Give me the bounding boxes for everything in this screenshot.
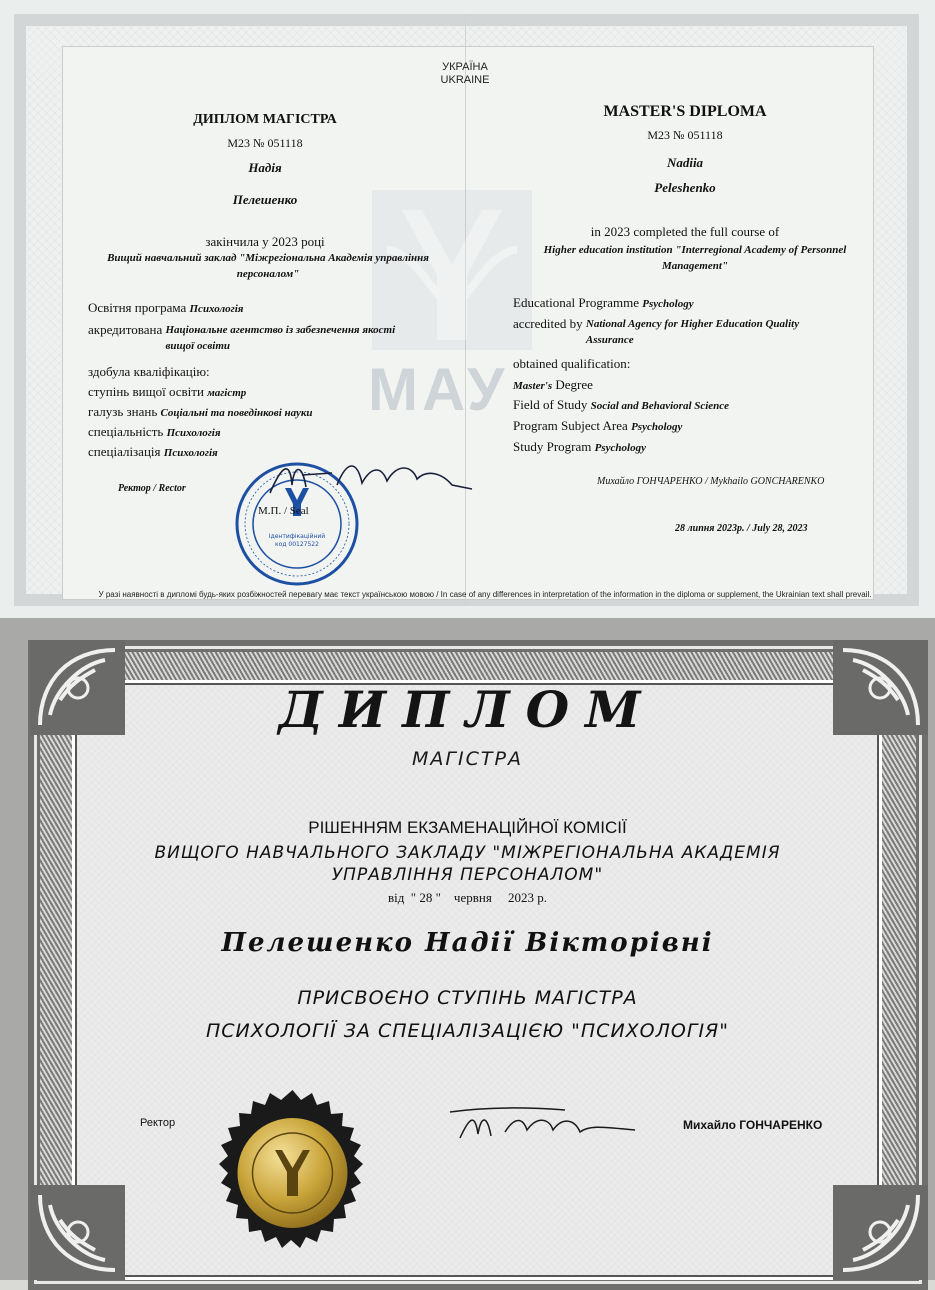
right-accredited: accredited by National Agency for Higher Education Quality Assurance — [513, 316, 800, 346]
left-degree: ступінь вищої освіти магістр — [88, 384, 247, 399]
left-qualification-label: здобула кваліфікацію: — [88, 364, 210, 379]
bilingual-diploma — [0, 0, 935, 620]
diploma-title: ДИПЛОМ — [278, 680, 657, 739]
right-study: Study Program Psychology — [513, 439, 646, 454]
rector-signature-top-icon — [262, 455, 477, 500]
country-en: UKRAINE — [440, 74, 490, 86]
left-accredited: акредитована Національне агентство із забезпечення якості вищої освіти — [88, 322, 396, 352]
seal-id-line-1: Ідентифікаційний — [268, 533, 326, 540]
left-specialty: спеціальність Психологія — [88, 424, 221, 439]
left-field: галузь знань Соціальні та поведінкові науки — [88, 404, 313, 419]
seal-mp-label: М.П. / Seal — [258, 505, 309, 517]
left-first-name: Надія — [248, 160, 282, 175]
right-completed: in 2023 completed the full course of — [590, 224, 780, 239]
award-line-1: ПРИСВОЄНО СТУПІНЬ МАГІСТРА — [297, 987, 638, 1009]
left-completed: закінчила у 2023 році — [205, 234, 325, 249]
right-last-name: Peleshenko — [654, 180, 716, 195]
diploma-center-panel — [72, 680, 882, 1280]
right-subject: Program Subject Area Psychology — [513, 418, 683, 433]
institution-line-1: ВИЩОГО НАВЧАЛЬНОГО ЗАКЛАДУ "МІЖРЕГІОНАЛЬНА АКАДЕМІЯ — [154, 843, 781, 863]
right-first-name: Nadiia — [666, 155, 704, 170]
recipient-name: Пелешенко Надії Вікторівні — [221, 928, 714, 958]
corner-ornament-icon — [30, 1185, 125, 1280]
right-qualification-label: obtained qualification: — [513, 356, 631, 371]
right-degree: Master's Degree — [513, 377, 593, 392]
rector-name-bottom: Михайло ГОНЧАРЕНКО — [683, 1118, 823, 1132]
right-date: 28 липня 2023р. / July 28, 2023 — [675, 523, 808, 534]
rector-label-bottom: Ректор — [140, 1117, 176, 1129]
institution-line-2: УПРАВЛІННЯ ПЕРСОНАЛОМ" — [331, 865, 604, 885]
decision-line: РІШЕННЯМ ЕКЗАМЕНАЦІЙНОЇ КОМІСІЇ — [308, 818, 627, 837]
left-specialization: спеціалізація Психологія — [88, 444, 218, 459]
rector-label: Ректор / Rector — [118, 483, 186, 494]
watermark-text: МАУ — [368, 356, 509, 423]
corner-ornament-icon — [833, 1185, 928, 1280]
right-title: MASTER'S DIPLOMA — [603, 103, 767, 120]
diploma-subtitle: МАГІСТРА — [412, 748, 523, 770]
award-line-2: ПСИХОЛОГІЇ ЗА СПЕЦІАЛІЗАЦІЄЮ "ПСИХОЛОГІЯ" — [205, 1020, 730, 1042]
date-line: від " 28 " червня 2023 р. — [387, 890, 548, 905]
right-programme: Educational Programme Psychology — [513, 295, 694, 310]
left-title: ДИПЛОМ МАГІСТРА — [193, 112, 337, 127]
left-programme: Освітня програма Психологія — [88, 300, 244, 315]
left-number: M23 № 051118 — [227, 136, 303, 150]
country-uk: УКРАЇНА — [442, 61, 488, 73]
right-number: M23 № 051118 — [647, 128, 723, 142]
left-last-name: Пелешенко — [232, 192, 298, 207]
right-rector-name: Михайло ГОНЧАРЕНКО / Mykhailo GONCHARENKO — [597, 476, 825, 487]
gold-seal-icon — [205, 1088, 380, 1263]
seal-id-line-2: код 00127522 — [275, 541, 319, 548]
right-field: Field of Study Social and Behavioral Science — [513, 397, 730, 412]
left-institution: Вищий навчальний заклад "Міжрегіональна Академія управління персоналом" — [107, 252, 429, 280]
footnote: У разі наявності в дипломі будь-яких розбіжностей перевагу має текст українською мовою / In case of any differences in interpretation of the information in the diploma or supplement, the Ukrainian text shall prevail. — [98, 590, 872, 599]
rector-signature-bottom-icon — [445, 1102, 645, 1147]
right-institution: Higher education institution "Interregional Academy of Personnel Management" — [543, 244, 847, 272]
left-programme-value: Психологія — [189, 303, 244, 315]
